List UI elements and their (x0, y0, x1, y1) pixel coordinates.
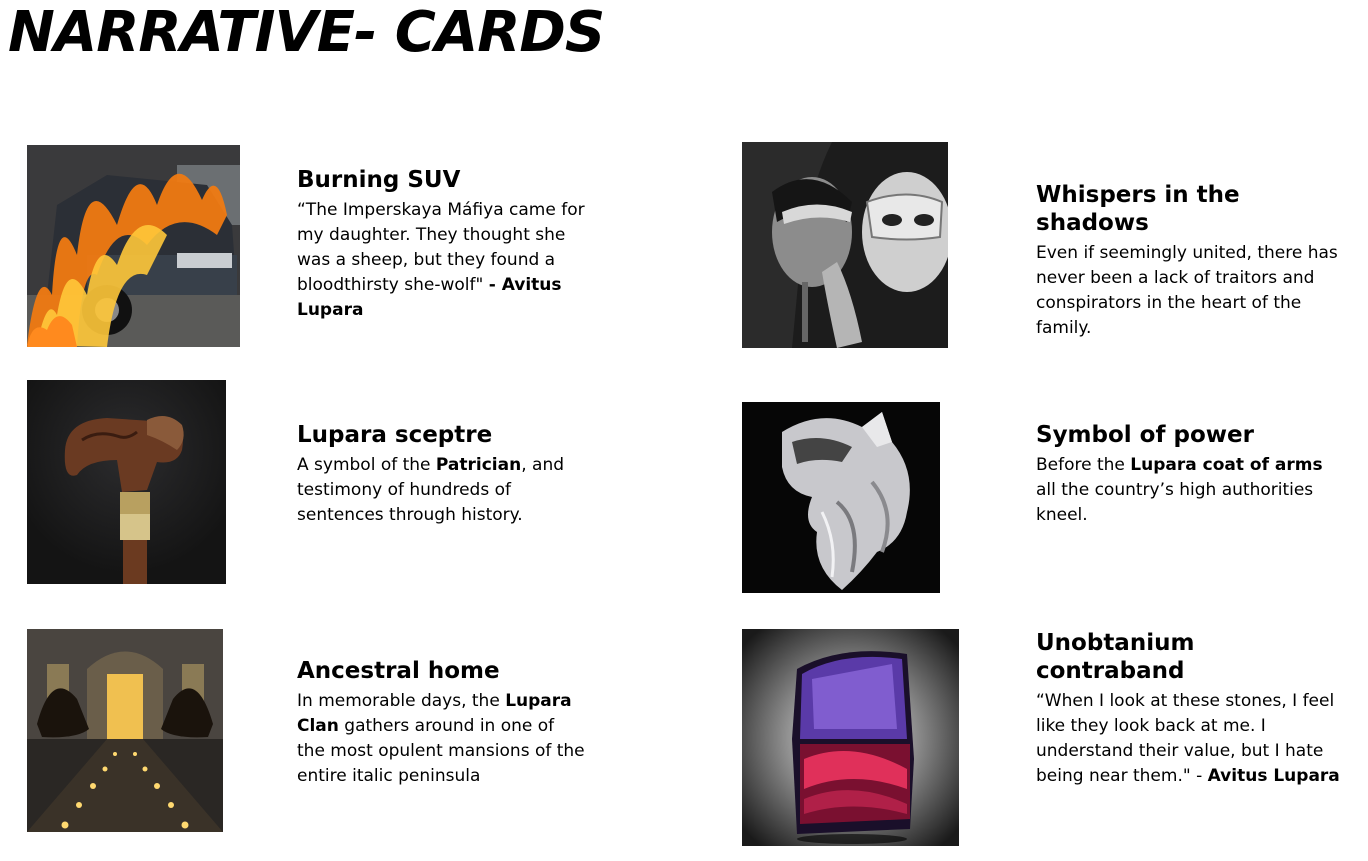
card-title: Whispers in the shadows (1036, 182, 1240, 236)
card-title: Symbol of power (1036, 422, 1254, 448)
lupara-sceptre-image (27, 380, 226, 584)
page-title: NARRATIVE- CARDS (8, 0, 605, 65)
card-title: Burning SUV (297, 167, 461, 193)
card-description: Before the Lupara coat of arms all the country’s high authorities kneel. (1036, 455, 1323, 525)
card-description: “The Imperskaya Máfiya came for my daughter. They thought she was a sheep, but they found a bloodthirsty she-wolf" - Avitus Lupara (297, 200, 585, 320)
card-description: In memorable days, the Lupara Clan gathers around in one of the most opulent mansions of the entire italic peninsula (297, 691, 585, 786)
card-description: Even if seemingly united, there has never been a lack of traitors and conspirators in the heart of the family. (1036, 243, 1338, 338)
card-whispers-in-the-shadows (1036, 181, 1356, 341)
unobtanium-contraband-image (742, 629, 959, 846)
card-description: A symbol of the Patrician, and testimony of hundreds of sentences through history. (297, 455, 565, 525)
card-unobtanium-contraband (1036, 629, 1346, 789)
card-symbol-of-power (1036, 421, 1336, 528)
symbol-of-power-image (742, 402, 940, 593)
card-burning-suv (297, 166, 587, 323)
card-title: Ancestral home (297, 658, 500, 684)
card-title: Unobtanium contraband (1036, 630, 1195, 684)
whispers-in-the-shadows-image (742, 142, 948, 348)
card-ancestral-home (297, 657, 587, 789)
burning-suv-image (27, 145, 240, 347)
ancestral-home-image (27, 629, 223, 832)
card-lupara-sceptre (297, 421, 587, 528)
card-title: Lupara sceptre (297, 422, 493, 448)
card-description: “When I look at these stones, I feel like they look back at me. I understand their value, but I hate being near them." - Avitus Lupara (1036, 691, 1340, 786)
